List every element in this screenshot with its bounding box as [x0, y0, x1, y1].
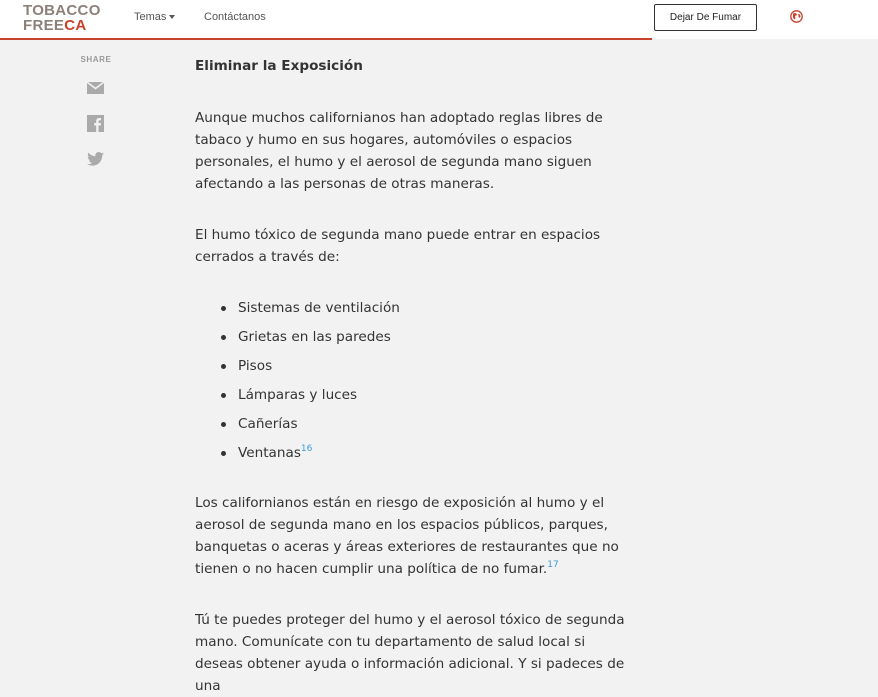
site-logo[interactable]: [23, 3, 101, 33]
quit-smoking-button[interactable]: Dejar De Fumar: [654, 4, 757, 31]
site-header: [0, 0, 878, 39]
nav-temas-label: Temas: [134, 11, 167, 23]
list-item: Cañerías: [195, 413, 635, 442]
share-sidebar: [60, 55, 132, 64]
nav-temas-dropdown[interactable]: [134, 11, 175, 23]
paragraph-2: El humo tóxico de segunda mano puede entrar en espacios cerrados a través de:: [195, 227, 601, 265]
globe-icon[interactable]: [790, 10, 803, 23]
share-label: SHARE: [80, 55, 112, 64]
paragraph-3: Los californianos están en riesgo de exposición al humo y el aerosol de segunda mano en los espacios públicos, parques, banquetas o aceras y áreas exteriores de restaurantes que no tienen o no hacen cumplir una política de no fumar.$^{17}$: [195, 495, 619, 577]
entry-points-list: [195, 297, 635, 471]
logo-line-2-free: FREE: [23, 17, 65, 34]
list-item: Sistemas de ventilación: [195, 297, 635, 326]
facebook-icon[interactable]: [87, 115, 104, 132]
logo-line-1: TOBACCO: [23, 2, 101, 19]
email-icon[interactable]: [87, 82, 104, 94]
footnote-ref-16[interactable]: 16: [300, 444, 313, 454]
list-item: Grietas en las paredes: [195, 326, 635, 355]
logo-line-2-ca: CA: [64, 17, 87, 34]
list-item: Lámparas y luces: [195, 384, 635, 413]
twitter-icon[interactable]: [87, 152, 104, 166]
nav-contact-link[interactable]: Contáctanos: [204, 11, 266, 23]
article-heading: Eliminar la Exposición: [195, 58, 363, 74]
header-accent-line: [0, 38, 652, 40]
paragraph-4: Tú te puedes proteger del humo y el aerosol tóxico de segunda mano. Comunícate con tu departamento de salud local si deseas obtener ayuda o información adicional. Y si padeces de una: [195, 612, 625, 694]
list-item: Pisos: [195, 355, 635, 384]
footnote-ref-17[interactable]: 17: [547, 560, 559, 570]
paragraph-1: Aunque muchos californianos han adoptado reglas libres de tabaco y humo en sus hogares, automóviles o espacios personales, el humo y el aerosol de segunda mano siguen afectando a las personas de otras maneras.: [195, 110, 603, 192]
caret-down-icon: [169, 15, 175, 19]
list-item: Ventanas$^{16}$: [195, 442, 635, 471]
